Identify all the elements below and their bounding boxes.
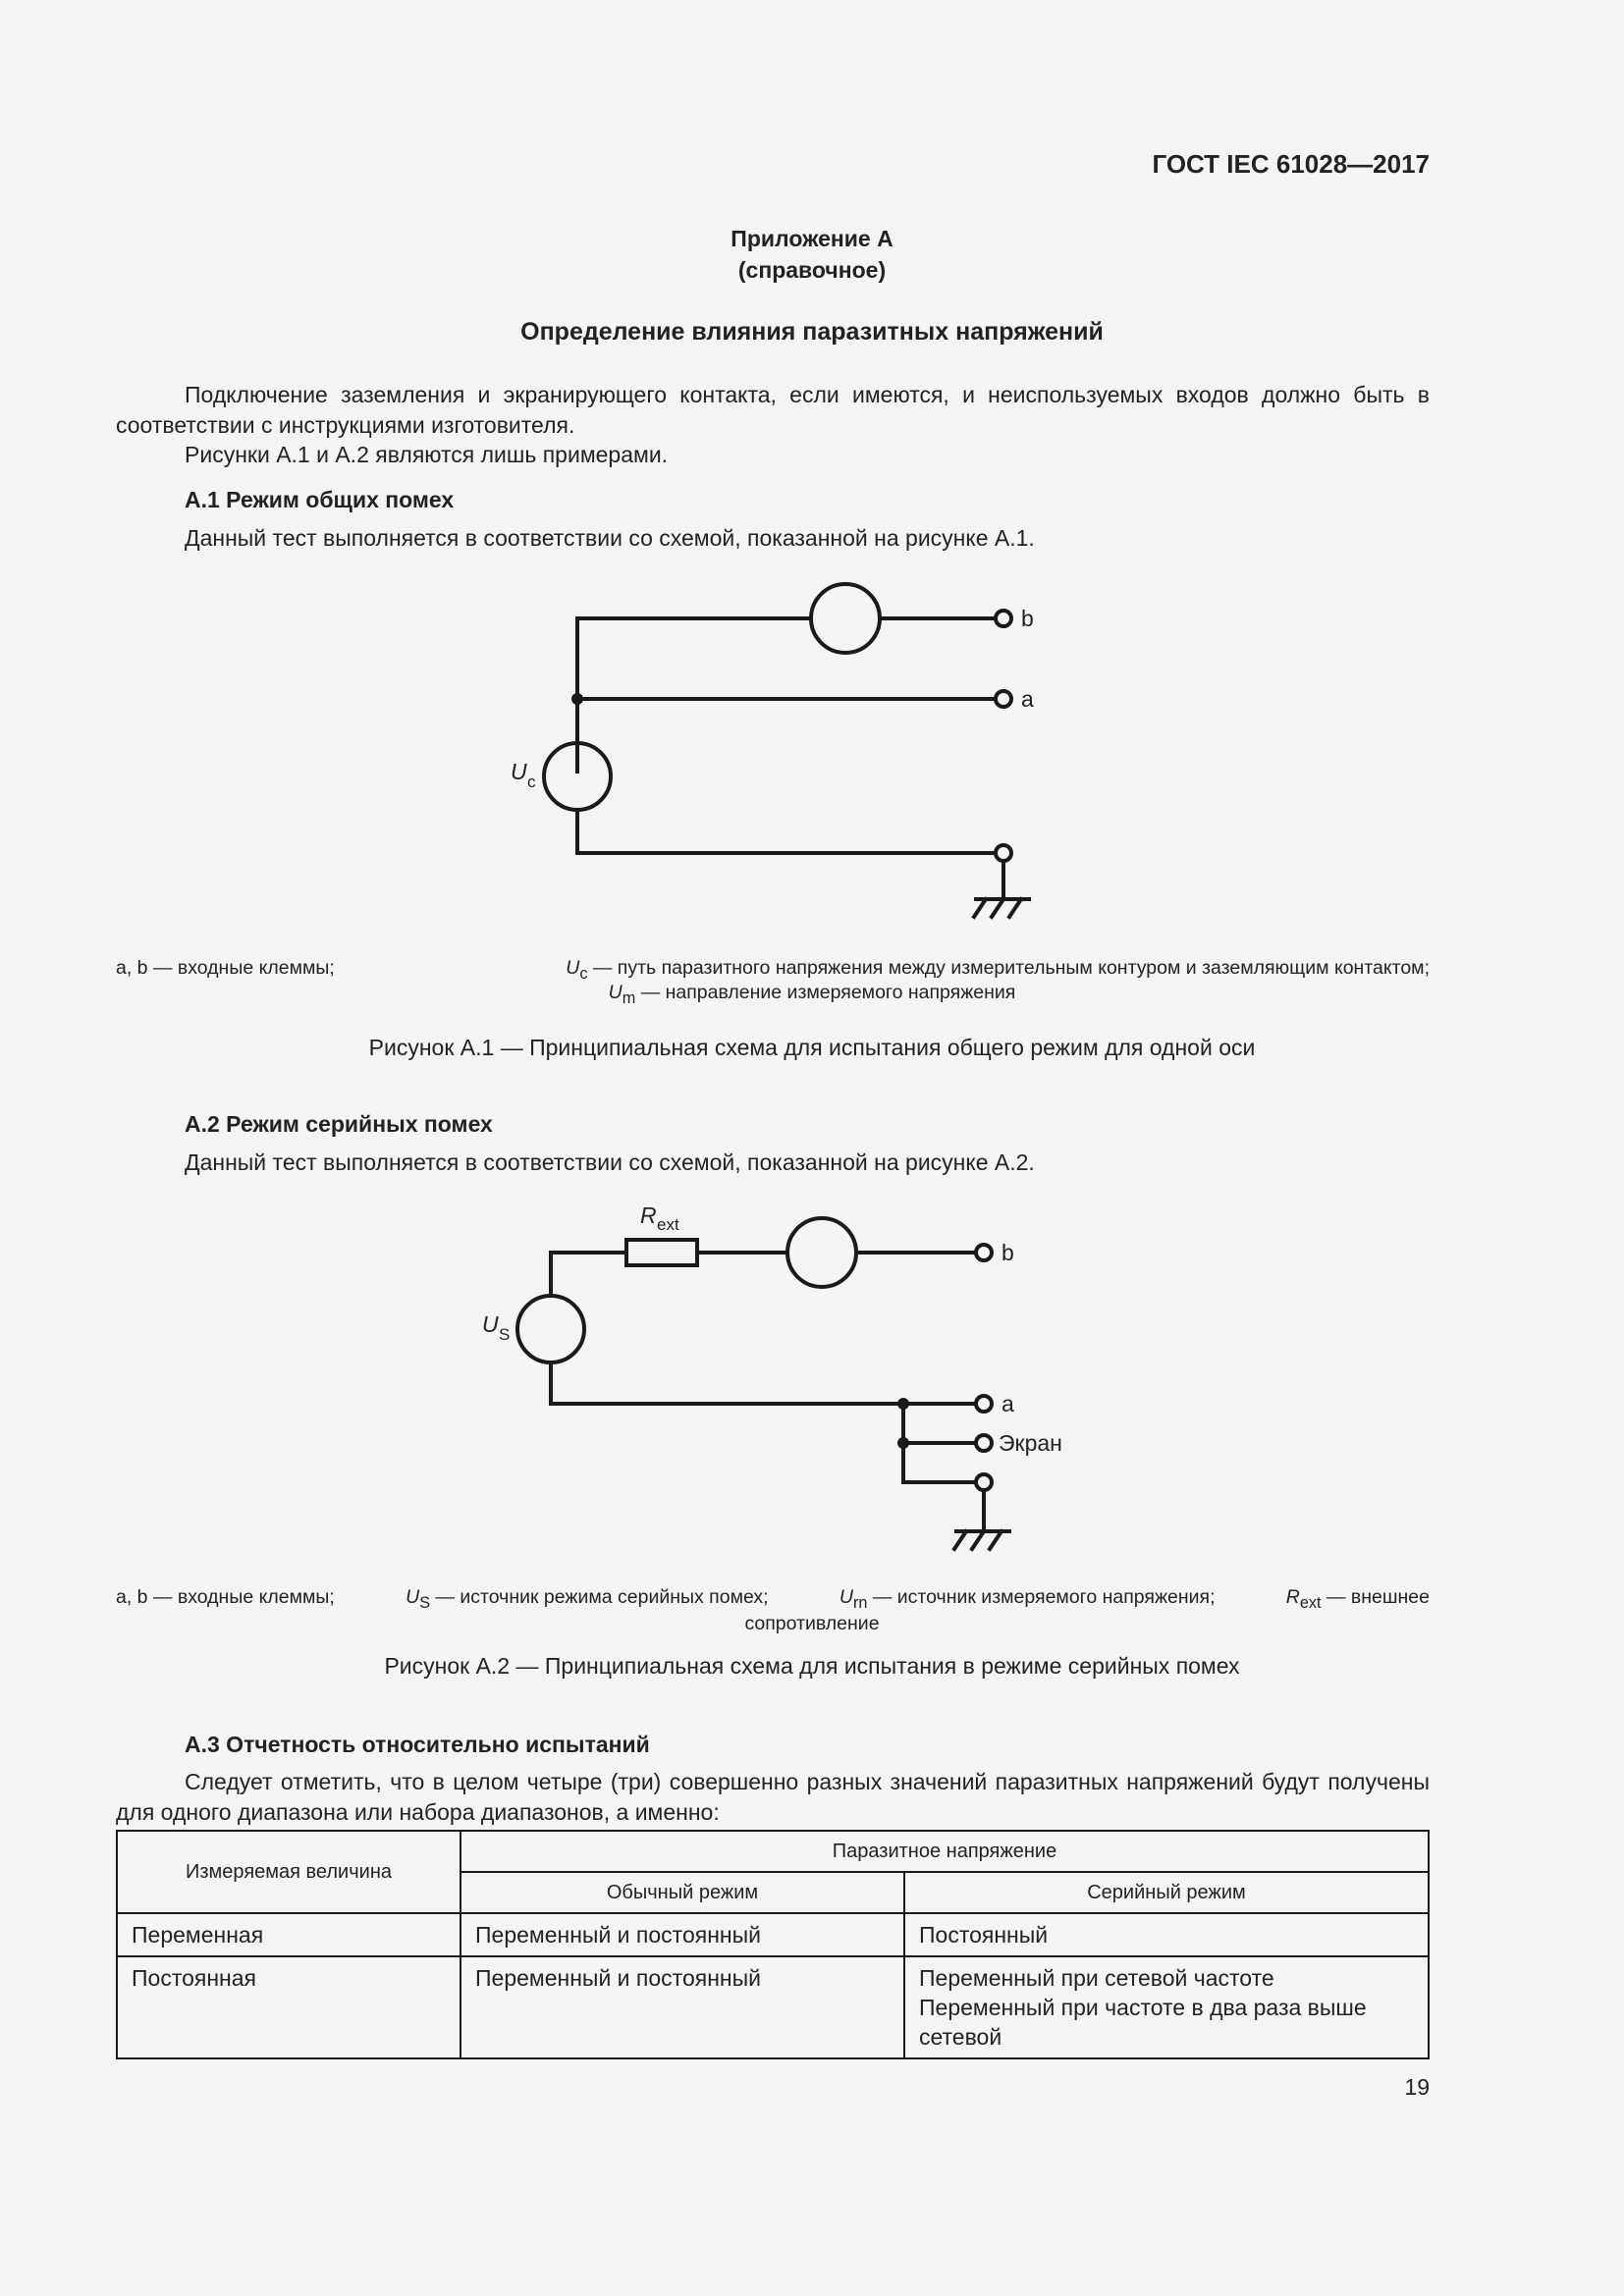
legend-symbol-sub: m	[622, 988, 636, 1007]
cell-serial	[904, 1956, 1429, 2058]
table-row	[117, 1913, 1429, 1956]
cell-measured: Постоянная	[117, 1956, 460, 2058]
terminal-a-label: a	[1001, 1391, 1014, 1416]
junction-dot	[897, 1437, 909, 1449]
appendix-subtitle: (справочное)	[737, 257, 887, 283]
section-a2-heading: А.2 Режим серийных помех	[185, 1111, 493, 1137]
terminal-a-label: a	[1021, 686, 1034, 712]
figure-a1-caption: Рисунок А.1 — Принципиальная схема для испытания общего режим для одной оси	[368, 1035, 1256, 1060]
legend-symbol: R	[1285, 1586, 1300, 1608]
source-label: U	[482, 1311, 499, 1337]
parasitic-voltage-table	[116, 1830, 1430, 2059]
source-circle	[517, 1296, 584, 1362]
legend-symbol: U	[608, 982, 623, 1003]
legend-symbol: U	[406, 1586, 420, 1608]
section-a1-heading: А.1 Режим общих помех	[185, 487, 455, 512]
legend-symbol-sub: rn	[852, 1593, 868, 1612]
terminal-b[interactable]	[976, 1245, 992, 1260]
cell-serial-line: Переменный при частоте в два раза выше сетевой	[919, 1995, 1367, 2050]
cell-serial	[904, 1913, 1429, 1956]
page-number: 19	[1404, 2074, 1430, 2100]
legend-text: — источник измеряемого напряжения;	[867, 1586, 1216, 1608]
terminal-screen-label: Экран	[999, 1430, 1062, 1456]
section-a2-text: Данный тест выполняется в соответствии со схемой, показанной на рисунке А.2.	[185, 1149, 1035, 1175]
appendix-title: Приложение А	[731, 226, 893, 251]
legend-text: — источник режима серийных помех;	[430, 1586, 769, 1608]
resistor	[626, 1240, 697, 1265]
legend-symbol: U	[839, 1586, 853, 1608]
terminal-a[interactable]	[976, 1396, 992, 1412]
legend-part: a, b — входные клеммы;	[116, 957, 335, 979]
cell-serial-line: Переменный при сетевой частоте	[919, 1965, 1274, 1991]
table-row	[117, 1956, 1429, 2058]
resistor-label: R	[640, 1202, 657, 1228]
source-label-sub: c	[527, 773, 536, 791]
legend-part: a, b — входные клеммы;	[116, 1586, 335, 1608]
standard-code: ГОСТ IEC 61028—2017	[1152, 149, 1430, 179]
legend-symbol-sub: S	[419, 1593, 431, 1612]
legend-part	[1286, 1586, 1430, 1613]
section-a3-text: Следует отметить, что в целом четыре (три) совершенно разных значений паразитных напряжений будут получены для одного диапазона или набора диапазонов, а именно:	[116, 1769, 1430, 1825]
resistor-label-sub: ext	[657, 1215, 679, 1234]
ground-icon	[954, 1531, 1009, 1549]
legend-text: — путь паразитного напряжения между измерительным контуром и заземляющим контактом;	[587, 957, 1430, 979]
legend-part	[406, 1586, 768, 1613]
header-group: Паразитное напряжение	[460, 1831, 1429, 1872]
cell-normal: Переменный и постоянный	[460, 1913, 904, 1956]
cell-normal: Переменный и постоянный	[460, 1956, 904, 2058]
terminal-screen[interactable]	[976, 1435, 992, 1451]
meter-circle	[787, 1218, 856, 1287]
source-label-sub: S	[499, 1325, 511, 1344]
legend-symbol: U	[566, 957, 580, 979]
legend-text: — внешнее	[1321, 1586, 1430, 1608]
figure-a2-legend	[116, 1586, 1430, 1613]
ground-terminal[interactable]	[976, 1474, 992, 1490]
cell-measured: Переменная	[117, 1913, 460, 1956]
header-normal-mode: Обычный режим	[460, 1872, 904, 1913]
table-header-row	[117, 1831, 1429, 1872]
header-measured: Измеряемая величина	[117, 1831, 460, 1913]
appendix-heading: Определение влияния паразитных напряжений	[520, 318, 1104, 346]
header-serial-mode: Серийный режим	[904, 1872, 1429, 1913]
cell-serial-line: Постоянный	[919, 1922, 1049, 1948]
figure-a2-caption: Рисунок А.2 — Принципиальная схема для испытания в режиме серийных помех	[384, 1653, 1240, 1679]
legend-symbol-sub: c	[579, 964, 588, 983]
legend-symbol-sub: ext	[1299, 1593, 1322, 1612]
section-a1-text: Данный тест выполняется в соответствии со схемой, показанной на рисунке А.1.	[185, 525, 1035, 551]
legend-part	[839, 1586, 1216, 1613]
intro-paragraph-2: Рисунки А.1 и А.2 являются лишь примерами.	[185, 442, 669, 467]
section-a3-heading: А.3 Отчетность относительно испытаний	[185, 1732, 650, 1757]
terminal-b-label: b	[1021, 606, 1034, 631]
source-label: U	[511, 759, 527, 784]
terminal-b-label: b	[1001, 1240, 1014, 1265]
figure-a2-legend-line2: сопротивление	[744, 1613, 880, 1634]
legend-text: — направление измеряемого напряжения	[635, 982, 1016, 1003]
intro-paragraph: Подключение заземления и экранирующего контакта, если имеются, и неиспользуемых входов должно быть в соответствии с инструкциями изготовителя.	[116, 382, 1430, 438]
